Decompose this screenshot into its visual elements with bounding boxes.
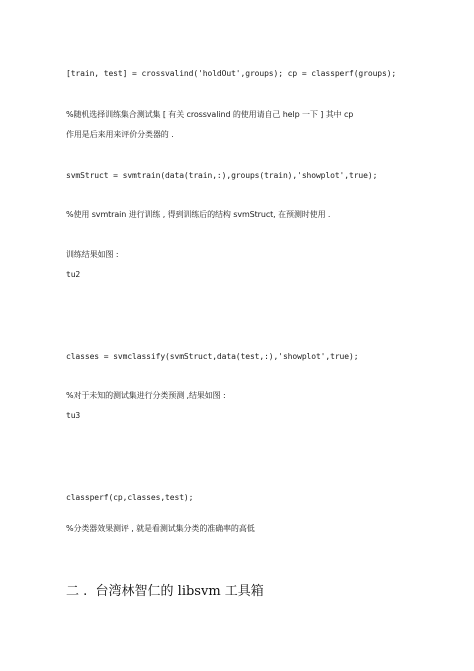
comment-line-random-split: %随机选择训练集合测试集 [ 有关 crossvalind 的使用请自己 help 一下 ] 其中 cp [66,110,354,119]
comment-line-svmtrain: %使用 svmtrain 进行训练 , 得到训练后的结构 svmStruct, 在预测时使用 . [66,210,331,219]
figure-placeholder-tu2: tu2 [66,270,81,279]
comment-line-classify: %对于未知的测试集进行分类预测 ,结果如图 : [66,391,226,400]
code-line-svmclassify: classes = svmclassify(svmStruct,data(test,:),'showplot',true); [66,352,359,361]
code-line-svmtrain: svmStruct = svmtrain(data(train,:),groups(train),'showplot',true); [66,171,378,180]
comment-line-evaluation: %分类器效果测评 , 就是看测试集分类的准确率的高低 [66,524,255,533]
section-heading-libsvm: 二 . 台湾林智仁的 libsvm 工具箱 [66,584,264,599]
code-line-classperf: classperf(cp,classes,test); [66,493,194,502]
figure-placeholder-tu3: tu3 [66,411,81,420]
comment-line-cp-purpose: 作用是后来用来评价分类器的 . [66,130,174,139]
training-result-caption: 训练结果如图 : [66,250,119,259]
code-line-crossvalind: [train, test] = crossvalind('holdOut',groups); cp = classperf(groups); [66,69,397,78]
